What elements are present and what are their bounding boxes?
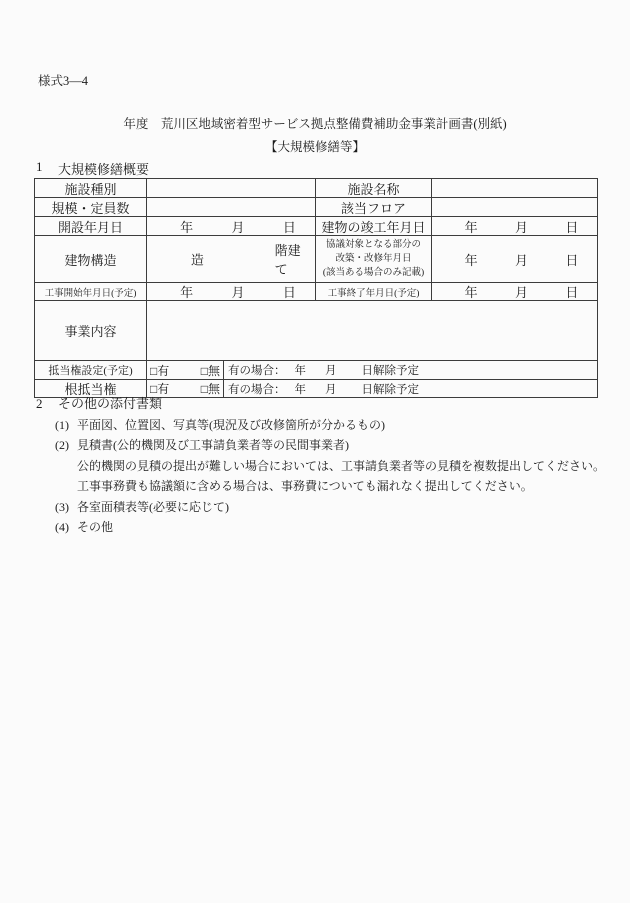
attachment-item — [55, 497, 605, 518]
section1-title: 大規模修繕概要 — [58, 162, 150, 177]
section2-number: 2 — [36, 396, 43, 411]
if-yes-prefix: 有の場合： — [228, 365, 286, 377]
work-start-label: 工事開始年月日(予定) — [35, 283, 147, 301]
release-suffix: 日解除予定 — [361, 365, 419, 377]
applicable-floor-value — [432, 198, 598, 217]
attachment-item-note — [77, 456, 605, 477]
item-text: 公的機関の見積の提出が難しい場合においては、工事請負業者等の見積を複数提出してください。 — [77, 458, 606, 473]
mortgage-checkboxes — [147, 361, 224, 380]
year-label: 年 — [464, 285, 478, 300]
checkbox-no: □無 — [200, 382, 220, 396]
year-label: 年 — [180, 219, 194, 235]
month-label: 月 — [231, 219, 245, 235]
consultation-date-value — [432, 236, 598, 283]
section1-number: 1 — [36, 159, 43, 174]
item-number: (1) — [55, 417, 69, 432]
opening-date-value — [147, 217, 316, 236]
release-suffix: 日解除予定 — [361, 383, 419, 396]
building-structure-value — [147, 236, 316, 283]
item-text: 工事事務費も協議額に含める場合は、事務費についても漏れなく提出してください。 — [77, 479, 533, 493]
day-label: 日 — [282, 219, 296, 235]
consultation-date-label — [316, 236, 432, 283]
section2-heading — [36, 394, 605, 415]
year-label: 年 — [464, 252, 478, 268]
day-label: 日 — [565, 285, 579, 300]
document-title: 年度 荒川区地域密着型サービス拠点整備費補助金事業計画書(別紙) — [123, 117, 507, 131]
scale-capacity-label: 規模・定員数 — [35, 198, 147, 217]
item-text: 見積書(公的機関及び工事請負業者等の民間事業者) — [77, 438, 349, 452]
section2 — [36, 394, 605, 538]
month-label: 月 — [514, 219, 528, 235]
revolving-mortgage-label: 根抵当権 — [35, 380, 147, 398]
item-text: 平面図、位置図、写真等(現況及び改修箇所が分かるもの) — [77, 417, 385, 432]
building-completion-value — [432, 217, 598, 236]
day-label: 日 — [565, 252, 579, 268]
month-label: 月 — [514, 285, 528, 300]
year-label: 年 — [180, 285, 194, 300]
year-label: 年 — [294, 383, 306, 396]
facility-type-value — [147, 179, 316, 198]
attachment-item-note — [77, 476, 605, 497]
project-description-label: 事業内容 — [35, 301, 147, 361]
document-subtitle: 【大規模修繕等】 — [264, 140, 365, 154]
building-completion-label: 建物の竣工年月日 — [316, 217, 432, 236]
item-text: 各室面積表等(必要に応じて) — [77, 499, 229, 514]
day-label: 日 — [565, 219, 579, 235]
facility-name-label: 施設名称 — [316, 179, 432, 198]
checkbox-no: □無 — [200, 363, 220, 378]
facility-name-value — [432, 179, 598, 198]
checkbox-yes: □有 — [150, 363, 170, 378]
month-label: 月 — [325, 383, 337, 396]
mortgage-release-note — [224, 361, 598, 380]
item-text: その他 — [77, 520, 114, 534]
consultation-label-line2: 改築・改修年月日 — [335, 254, 412, 264]
overview-table — [34, 178, 598, 398]
section2-title: その他の添付書類 — [58, 396, 163, 411]
attachment-item — [55, 435, 605, 456]
scale-capacity-value — [147, 198, 316, 217]
consultation-label-line1: 協議対象となる部分の — [325, 240, 421, 250]
year-label: 年 — [294, 365, 306, 377]
month-label: 月 — [325, 365, 337, 377]
checkbox-yes: □有 — [150, 382, 170, 396]
work-end-label: 工事終了年月日(予定) — [316, 283, 432, 301]
structure-zou-label: 造 — [190, 252, 204, 268]
consultation-label-line3: (該当ある場合のみ記載) — [322, 268, 425, 278]
mortgage-label: 抵当権設定(予定) — [35, 361, 147, 380]
day-label: 日 — [282, 285, 296, 300]
opening-date-label: 開設年月日 — [35, 217, 147, 236]
section1-heading — [36, 159, 149, 178]
structure-kaidate-label: 階建て — [274, 243, 301, 277]
month-label: 月 — [514, 252, 528, 268]
attachment-item — [55, 517, 605, 538]
project-description-value — [147, 301, 598, 361]
year-label: 年 — [464, 219, 478, 235]
item-number: (3) — [55, 499, 69, 514]
if-yes-prefix: 有の場合： — [228, 383, 286, 396]
building-structure-label: 建物構造 — [35, 236, 147, 283]
applicable-floor-label: 該当フロア — [316, 198, 432, 217]
attachment-item — [55, 415, 605, 436]
facility-type-label: 施設種別 — [35, 179, 147, 198]
item-number: (2) — [55, 438, 69, 452]
work-start-value — [147, 283, 316, 301]
work-end-value — [432, 283, 598, 301]
item-number: (4) — [55, 520, 69, 534]
form-number: 様式3—4 — [38, 74, 89, 88]
month-label: 月 — [231, 285, 245, 300]
